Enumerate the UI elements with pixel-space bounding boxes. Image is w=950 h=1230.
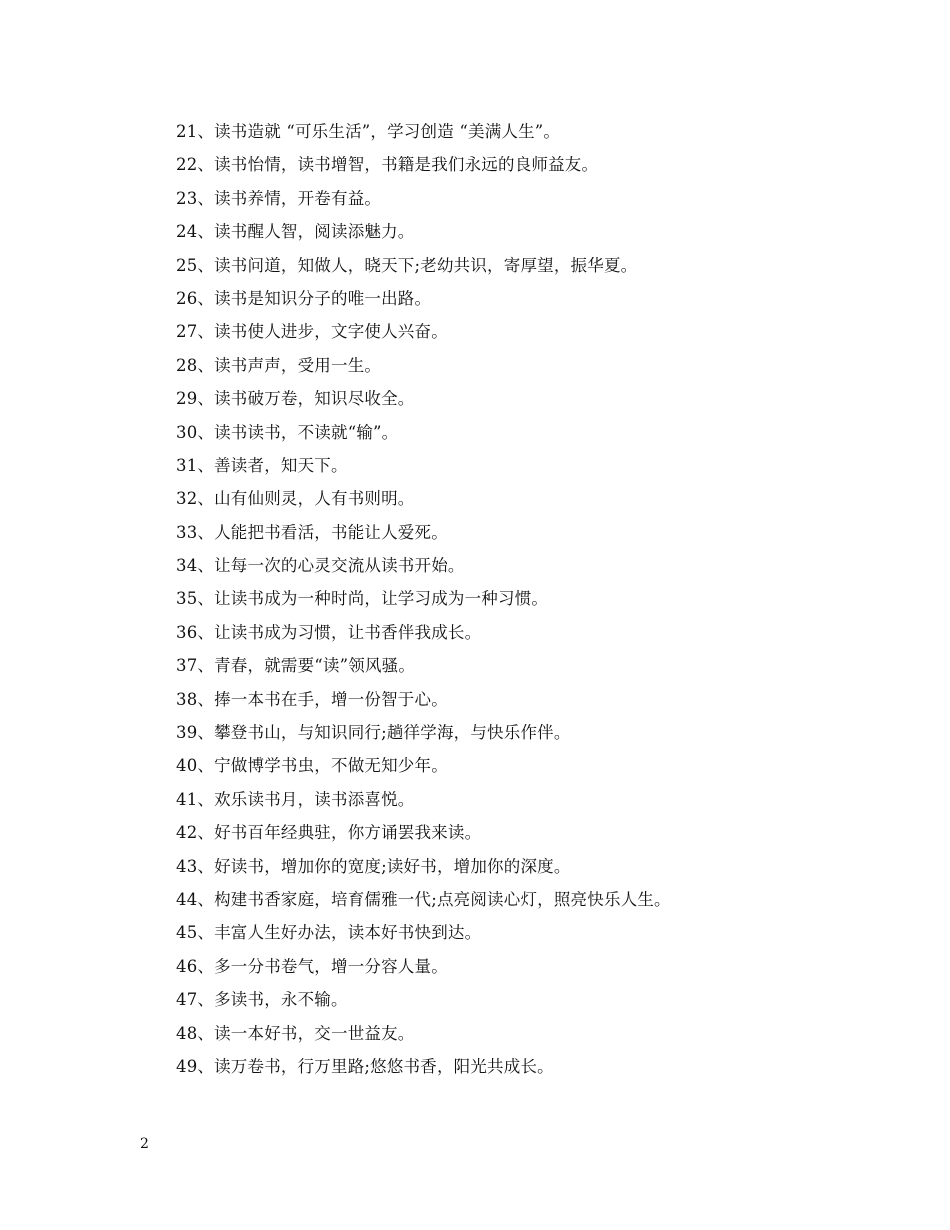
slogan-line: 46、多一分书卷气，增一分容人量。 (176, 956, 448, 976)
slogan-line: 30、读书读书，不读就“输”。 (176, 422, 399, 442)
slogan-line: 31、善读者，知天下。 (176, 455, 348, 475)
slogan-line: 35、让读书成为一种时尚，让学习成为一种习惯。 (176, 589, 549, 609)
slogan-line: 36、让读书成为习惯，让书香伴我成长。 (176, 622, 482, 642)
slogan-line: 24、读书醒人智，阅读添魅力。 (176, 222, 415, 242)
slogan-line: 40、宁做博学书虫，不做无知少年。 (176, 756, 448, 776)
slogan-line: 41、欢乐读书月，读书添喜悦。 (176, 789, 415, 809)
slogan-line: 38、捧一本书在手，增一份智于心。 (176, 689, 448, 709)
slogan-line: 27、读书使人进步，文字使人兴奋。 (176, 322, 448, 342)
slogan-line: 44、构建书香家庭，培育儒雅一代;点亮阅读心灯，照亮快乐人生。 (176, 889, 671, 909)
slogan-line: 34、让每一次的心灵交流从读书开始。 (176, 556, 465, 576)
slogan-line: 47、多读书，永不输。 (176, 990, 348, 1010)
slogan-line: 25、读书问道，知做人，晓天下;老幼共识，寄厚望，振华夏。 (176, 255, 638, 275)
slogan-line: 49、读万卷书，行万里路;悠悠书香，阳光共成长。 (176, 1056, 554, 1076)
slogan-list (176, 118, 876, 1086)
slogan-line: 29、读书破万卷，知识尽收全。 (176, 389, 415, 409)
slogan-line: 22、读书怡情，读书增智，书籍是我们永远的良师益友。 (176, 155, 599, 175)
slogan-line: 39、攀登书山，与知识同行;趟徉学海，与快乐作伴。 (176, 723, 571, 743)
page-number: 2 (140, 1136, 149, 1152)
slogan-line: 23、读书养情，开卷有益。 (176, 188, 382, 208)
slogan-line: 43、好读书，增加你的宽度;读好书，增加你的深度。 (176, 856, 571, 876)
slogan-line: 42、好书百年经典驻，你方诵罢我来读。 (176, 823, 482, 843)
slogan-line: 28、读书声声，受用一生。 (176, 355, 382, 375)
slogan-line: 32、山有仙则灵，人有书则明。 (176, 489, 415, 509)
slogan-line: 21、读书造就 “可乐生活”，学习创造 “美满人生”。 (176, 122, 561, 141)
slogan-line: 37、青春，就需要“读”领风骚。 (176, 656, 416, 676)
slogan-line: 48、读一本好书，交一世益友。 (176, 1023, 415, 1043)
slogan-line: 33、人能把书看活，书能让人爱死。 (176, 522, 448, 542)
slogan-line: 45、丰富人生好办法，读本好书快到达。 (176, 923, 482, 943)
slogan-line: 26、读书是知识分子的唯一出路。 (176, 288, 432, 308)
